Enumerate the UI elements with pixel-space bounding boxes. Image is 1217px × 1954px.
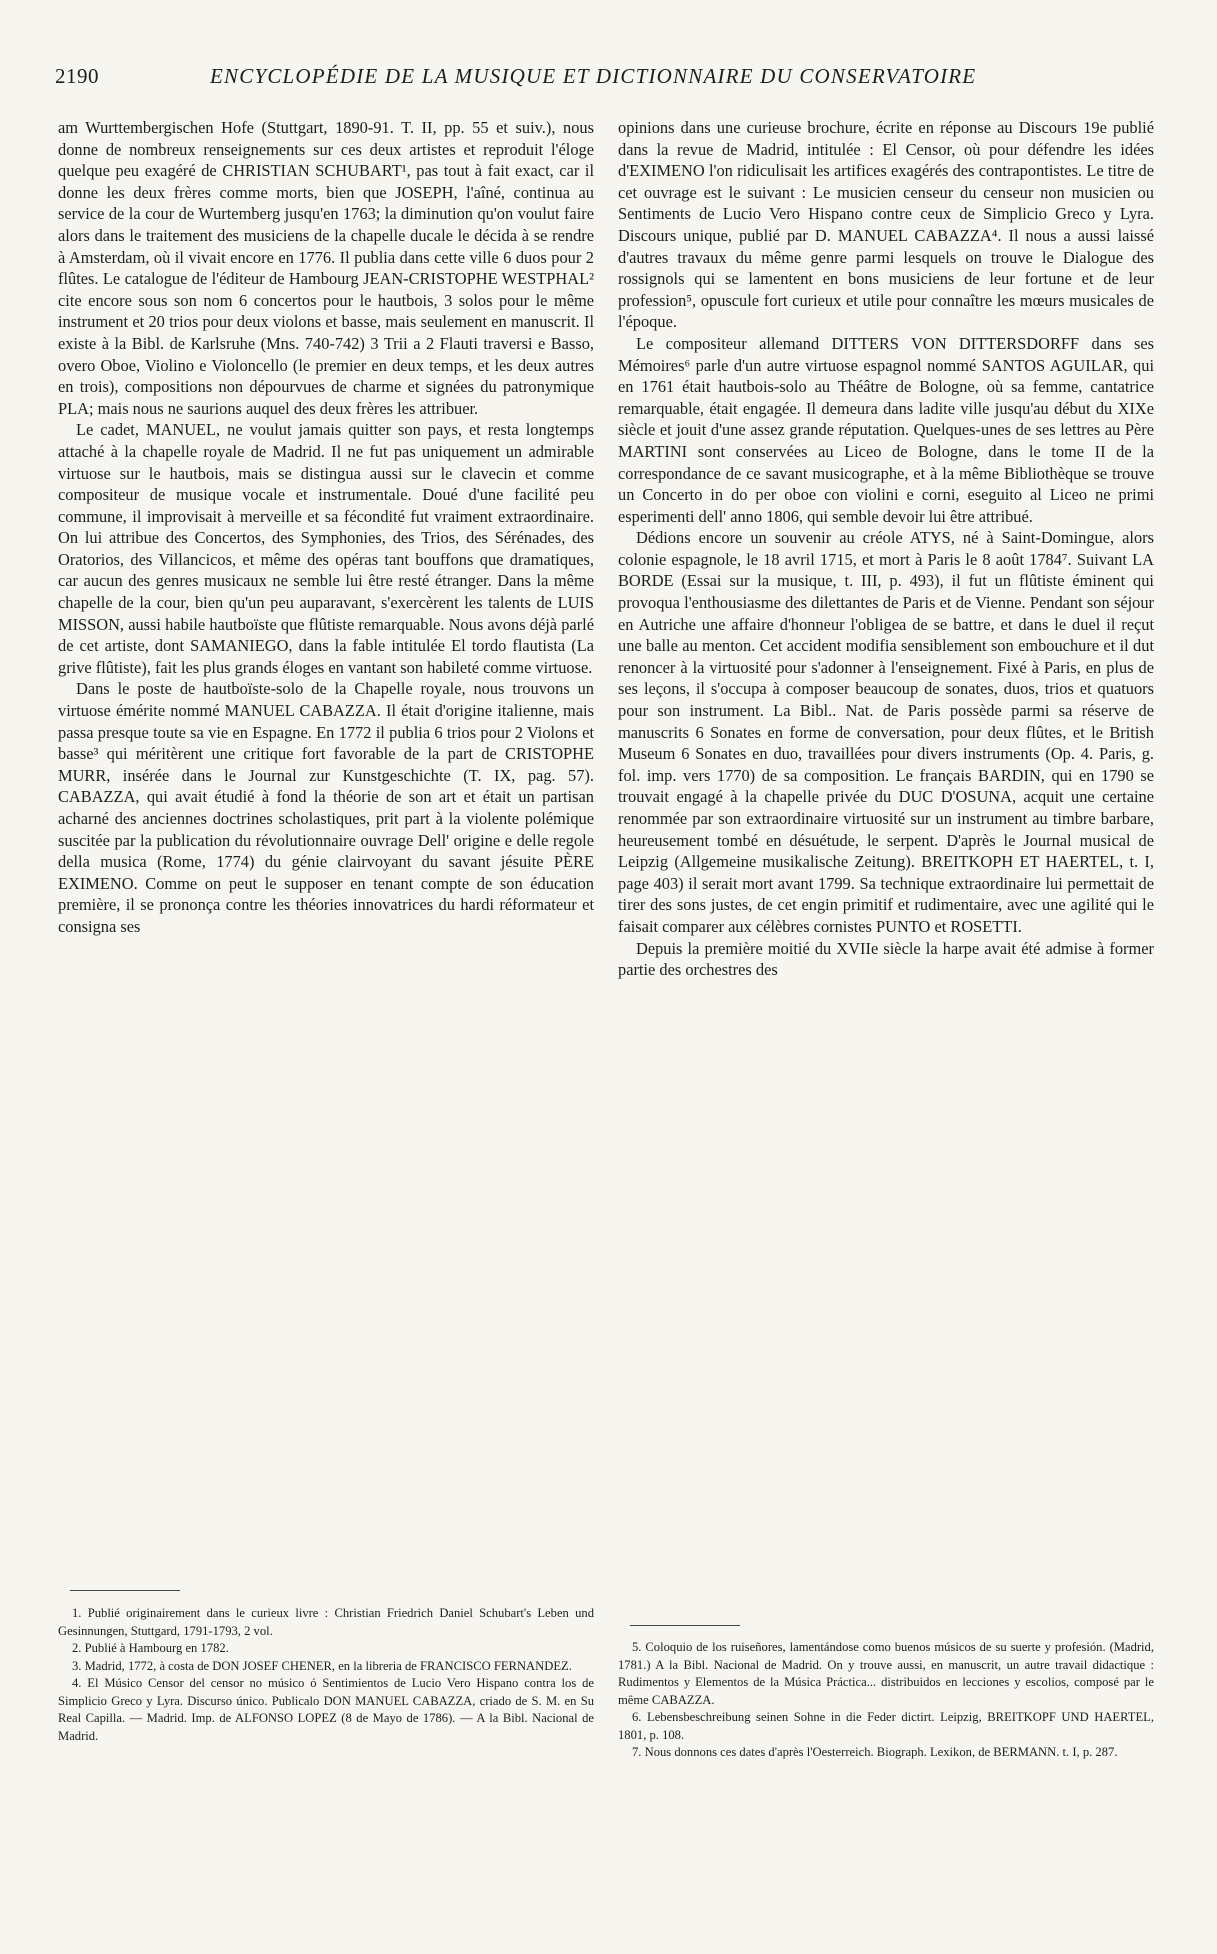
footnote: 3. Madrid, 1772, à costa de DON JOSEF CHENER, en la libreria de FRANCISCO FERNANDEZ. — [72, 1658, 572, 1673]
footnote-rule — [630, 1625, 740, 1626]
left-column — [58, 117, 594, 938]
footnote: 2. Publié à Hambourg en 1782. — [72, 1641, 229, 1655]
footnote: 1. Publié originairement dans le curieux livre : Christian Friedrich Daniel Schubart's Leben und Gesinnungen, Stuttgard, 1791-1793, 2 vol. — [58, 1606, 594, 1638]
paragraph: Le compositeur allemand DITTERS VON DITTERSDORFF dans ses Mémoires⁶ parle d'un autre virtuose espagnol nommé SANTOS AGUILAR, qui en 1761 était hautbois-solo au Théâtre de Bologne, où sa femme, cantatrice remarquable, était engagée. Il demeura dans ladite ville jusqu'au début du XIXe siècle et jouit d'une assez grande réputation. Quelques-unes de ses lettres au Père MARTINI sont conservées au Liceo de Bologne, dans le tome II de la correspondance de ce savant musicographe, et à la même Bibliothèque se trouve un Concerto in do per oboe con violini e corni, eseguito al Liceo ne primi esperimenti dell' anno 1806, qui semble devoir lui être attribué. — [618, 333, 1154, 526]
paragraph: Dédions encore un souvenir au créole ATYS, né à Saint-Domingue, alors colonie espagnole, le 18 avril 1715, et mort à Paris le 8 août 1784⁷. Suivant LA BORDE (Essai sur la musique, t. III, p. 493), il fut un flûtiste éminent qui provoqua l'enthousiasme des dilettantes de Paris et de Vienne. Pendant son séjour en Autriche une affaire d'honneur l'obligea de se battre, et dans le duel il reçut une balle au menton. Cet accident modifia sensiblement son embouchure et il dut renoncer à la virtuosité pour s'adonner à l'enseignement. Fixé à Paris, en plus de ses leçons, il s'occupa à composer beaucoup de sonates, duos, trios et quatuors pour son instrument. La Bibl.. Nat. de Paris possède parmi sa réserve de manuscrits 6 Sonates en forme de conversation, pour deux flûtes, et le British Museum 6 Sonates en duo, travaillées pour divers instruments (Op. 4. Paris, g. fol. imp. vers 1770) de sa composition. Le français BARDIN, qui en 1790 se trouvait engagé à la chapelle privée du DUC D'OSUNA, acquit une certaine renommée par son extraordinaire virtuosité sur un instrument au timbre barbare, heureusement tombé en désuétude, le serpent. D'après le Journal musical de Leipzig (Allgemeine musikalische Zeitung). BREITKOPH ET HAERTEL, t. I, page 403) il serait mort avant 1799. Sa technique extraordinaire lui permettait de tirer des sons justes, de cet engin primitif et rudimentaire, avec une agilité qui le faisait comparer aux célèbres cornistes PUNTO et ROSETTI. — [618, 528, 1154, 936]
footnote: 4. El Músico Censor del censor no músico ó Sentimientos de Lucio Vero Hispano contra los de Simplicio Greco y Lyra. Discurso único. Publicalo DON MANUEL CABAZZA, criado de S. M. en Su Real Capilla. — Madrid. Imp. de ALFONSO LOPEZ (8 de Mayo de 1786). — A la Bibl. Nacional de Madrid. — [58, 1676, 594, 1743]
running-title: ENCYCLOPÉDIE DE LA MUSIQUE ET DICTIONNAIRE DU CONSERVATOIRE — [210, 64, 977, 88]
paragraph: opinions dans une curieuse brochure, écrite en réponse au Discours 19e publié dans la revue de Madrid, intitulée : El Censor, où pour défendre les idées d'EXIMENO l'on ridiculisait les artifices exagérés des contrapontistes. Le titre de cet ouvrage est le suivant : Le musicien censeur du censeur non musicien ou Sentiments de Lucio Vero Hispano contre ceux de Simplicio Greco y Lyra. Discours unique, publié par D. MANUEL CABAZZA⁴. Il nous a aussi laissé d'autres travaux du même genre parmi lesquels on trouve le Dialogue des rossignols qui se lamentent en bons musiciens de leur fortune et de leur profession⁵, opuscule fort curieux et utile pour connaître les mœurs musicales de l'époque. — [618, 118, 1154, 332]
paragraph: am Wurttembergischen Hofe (Stuttgart, 1890-91. T. II, pp. 55 et suiv.), nous donne de nombreux renseignements sur ces deux artistes et reproduit l'éloge quelque peu exagéré de CHRISTIAN SCHUBART¹, pas tout à fait exact, car il donne les deux frères comme morts, bien que JOSEPH, l'aîné, continua au service de la cour de Wurtemberg jusqu'en 1763; la diminution qu'on voulut faire alors dans le traitement des musiciens de la chapelle ducale le décida à se rendre à Amsterdam, où il vivait encore en 1776. Il publia dans cette ville 6 duos pour 2 flûtes. Le catalogue de l'éditeur de Hambourg JEAN-CRISTOPHE WESTPHAL² cite encore sous son nom 6 concertos pour le hautbois, 3 solos pour le même instrument et 20 trios pour deux violons et basse, mais seulement en manuscrit. Il existe à la Bibl. de Karlsruhe (Mns. 740-742) 3 Trii a 2 Flauti traversi e Basso, overo Oboe, Violino e Violoncello (le premier en deux temps, et les deux autres en trois), compositions non dépourvues de charme et signées du patronymique PLA; mais nous ne saurions auquel des deux frères les attribuer. — [58, 118, 594, 418]
running-header — [55, 60, 1160, 90]
page-number: 2190 — [55, 64, 99, 88]
footnote: 6. Lebensbeschreibung seinen Sohne in die Feder dictirt. Leipzig, BREITKOPF UND HAERTEL, 1801, p. 108. — [618, 1710, 1154, 1742]
footnote: 5. Coloquio de los ruiseñores, lamentándose como buenos músicos de su suerte y profesión. (Madrid, 1781.) A la Bibl. Nacional de Madrid. On y trouve aussi, en manuscrit, un autre travail didactique : Rudimentos y Elementos de la Música Práctica... distribuidos en lecciones y escolios, composé par le même CABAZZA. — [618, 1640, 1154, 1707]
footnote-rule — [70, 1590, 180, 1591]
footnote: 7. Nous donnons ces dates d'après l'Oesterreich. Biograph. Lexikon, de BERMANN. t. I, p. 287. — [632, 1745, 1118, 1759]
paragraph: Le cadet, MANUEL, ne voulut jamais quitter son pays, et resta longtemps attaché à la chapelle royale de Madrid. Il ne fut pas uniquement un admirable virtuose sur le hautbois, mais se distingua aussi sur le clavecin et comme compositeur de musique vocale et instrumentale. Doué d'une facilité peu commune, il improvisait à merveille et sa fécondité fut vraiment extraordinaire. On lui attribue des Concertos, des Symphonies, des Trios, des Sérénades, des Oratorios, des Villancicos, et même des opéras tant bouffons que dramatiques, car aucun des genres musicaux ne semble lui être resté étranger. Dans la même chapelle de la cour, bien qu'un peu auparavant, s'exercèrent les talents de LUIS MISSON, aussi habile hautboïste que flûtiste remarquable. Nous avons déjà parlé de cet artiste, dont SAMANIEGO, dans la fable intitulée El tordo flautista (La grive flûtiste), fait les plus grands éloges en vantant son habileté comme virtuose. — [58, 420, 594, 677]
right-column — [618, 117, 1154, 981]
left-footnotes — [58, 1605, 594, 1745]
paragraph: Depuis la première moitié du XVIIe siècle la harpe avait été admise à former partie des orchestres des — [618, 938, 1154, 980]
paragraph: Dans le poste de hautboïste-solo de la Chapelle royale, nous trouvons un virtuose émérite nommé MANUEL CABAZZA. Il était d'origine italienne, mais passa presque toute sa vie en Espagne. En 1772 il publia 6 trios pour 2 Violons et basse³ qui méritèrent une critique fort favorable de la part de CRISTOPHE MURR, insérée dans le Journal zur Kunstgeschichte (T. IX, pag. 57). CABAZZA, qui avait étudié à fond la théorie de son art et était un partisan acharné des anciennes doctrines scholastiques, prit part à la violente polémique suscitée par la publication du révolutionnaire ouvrage Dell' origine e delle regole della musica (Rome, 1774) du génie clairvoyant du savant jésuite PÈRE EXIMENO. Comme on peut le supposer en tenant compte de son éducation première, il se prononça contre les théories innovatrices du hardi réformateur et consigna ses — [58, 679, 594, 936]
right-footnotes — [618, 1639, 1154, 1762]
